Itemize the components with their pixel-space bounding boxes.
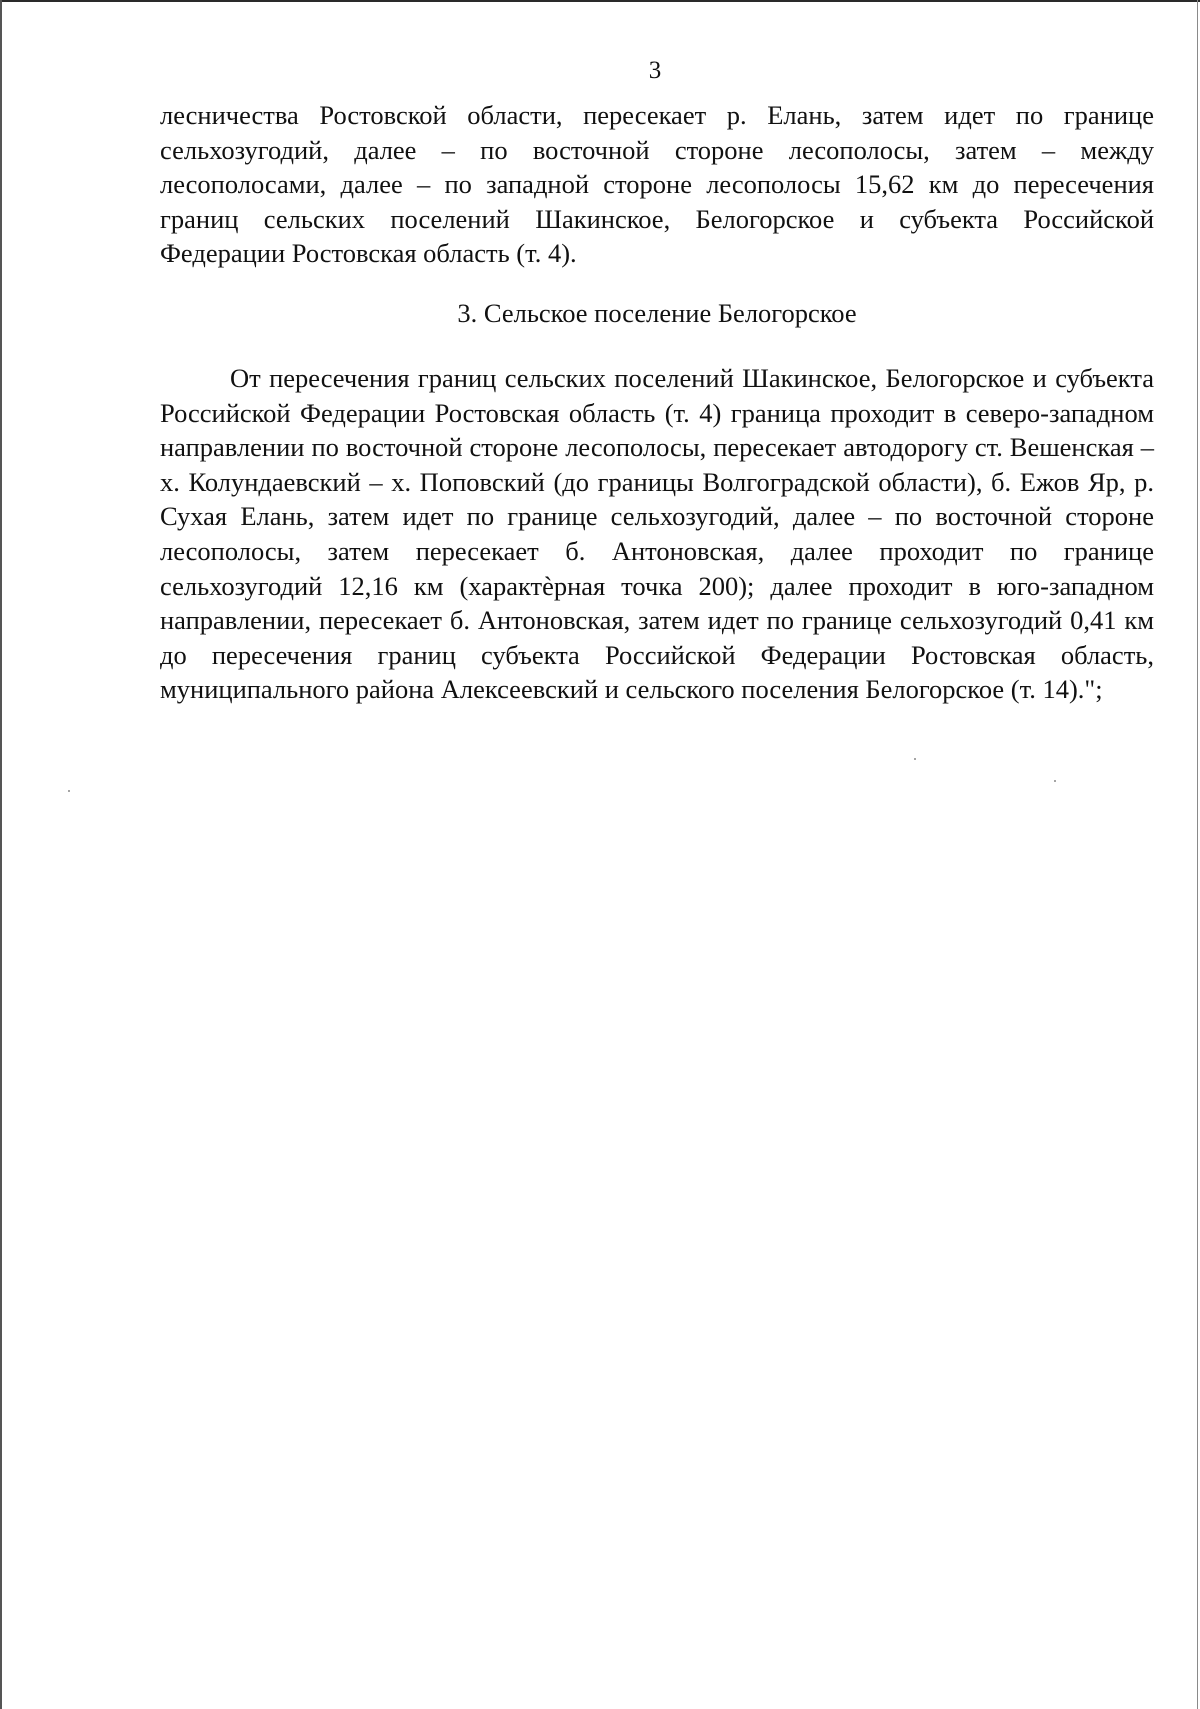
scan-speck <box>914 758 916 760</box>
scan-speck <box>68 790 70 792</box>
scan-edge-left <box>0 0 2 1709</box>
boundary-description-paragraph: От пересечения границ сельских поселений Шакинское, Белогорское и субъекта Российской Федерации Ростовская область (т. 4) граница проходит в северо-западном направлении по восточной стороне лесополосы, пересекает автодорогу ст. Вешенская – х. Колундаевский – х. Поповский (до границы Волгоградской области), б. Ежов Яр, р. Сухая Елань, затем идет по границе сельхозугодий, далее – по восточной стороне лесополосы, затем пересекает б. Антоновская, далее проходит по границе сельхозугодий 12,16 км (характѐрная точка 200); далее проходит в юго-западном направлении, пересекает б. Антоновская, затем идет по границе сельхозугодий 0,41 км до пересечения границ субъекта Российской Федерации Ростовская область, муниципального района Алексеевский и сельского поселения Белогорское (т. 14)."; <box>160 363 1154 705</box>
paragraph-continuation: лесничества Ростовской области, пересекает р. Елань, затем идет по границе сельхозугодий, далее – по восточной стороне лесополосы, затем – между лесополосами, далее – по западной стороне лесополосы 15,62 км до пересечения границ сельских поселений Шакинское, Белогорское и субъекта Российской Федерации Ростовская область (т. 4). <box>160 100 1154 269</box>
scan-edge-top <box>0 0 1200 2</box>
page-number: 3 <box>648 57 662 84</box>
scan-edge-right <box>1197 0 1198 1709</box>
section-heading: 3. Сельское поселение Белогорское <box>457 298 857 328</box>
scan-speck <box>1054 780 1056 782</box>
